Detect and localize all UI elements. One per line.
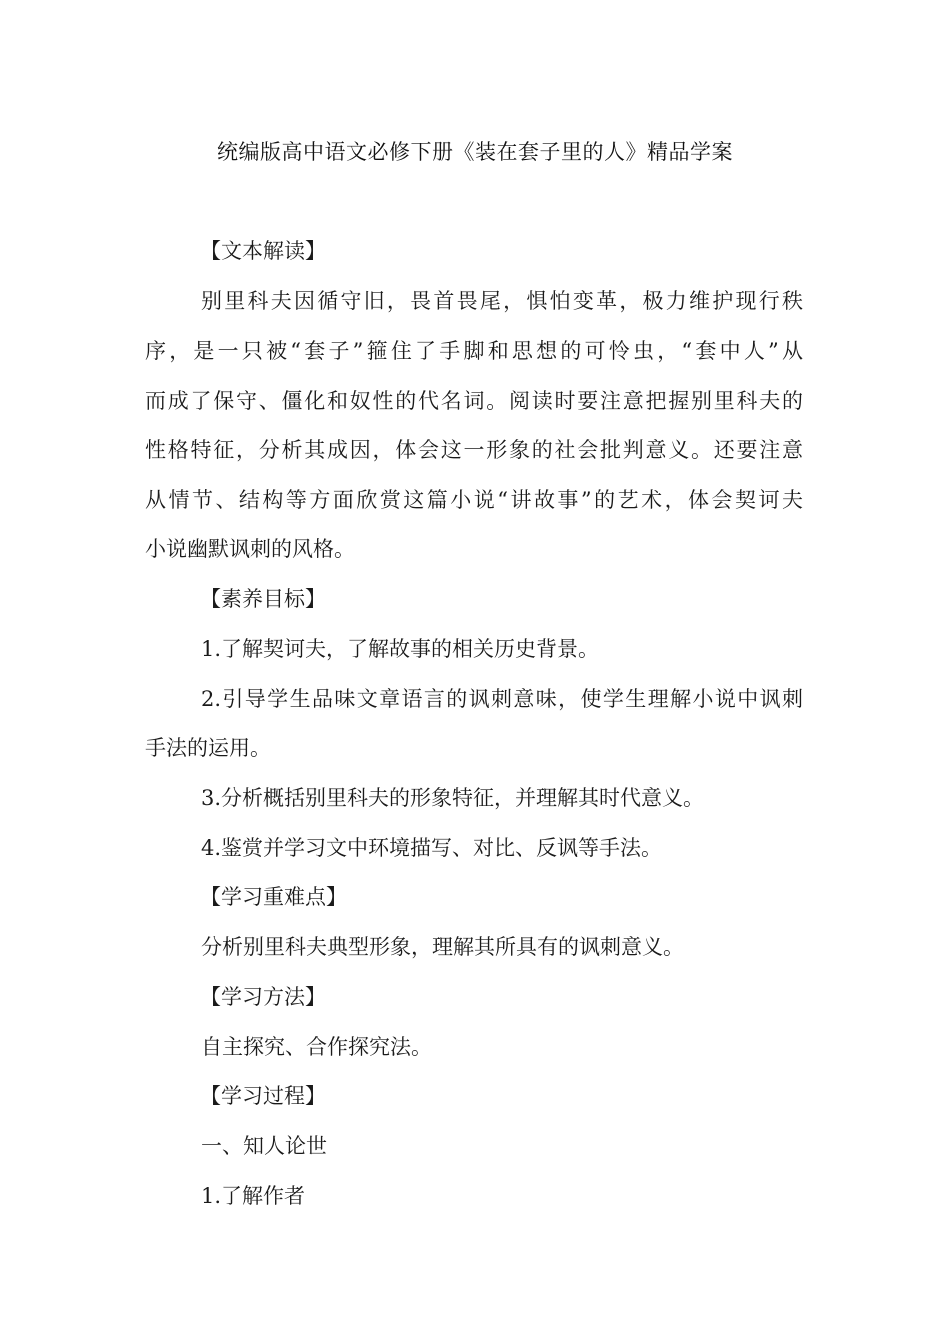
goal-item-4: 4.鉴赏并学习文中环境描写、对比、反讽等手法。	[201, 836, 663, 860]
key-points-text: 分析别里科夫典型形象，理解其所具有的讽刺意义。	[201, 935, 684, 959]
section-heading-goals: 【素养目标】	[200, 587, 326, 611]
process-item-1: 1.了解作者	[201, 1184, 306, 1208]
paragraph-line: 而成了保守、僵化和奴性的代名词。阅读时要注意把握别里科夫的	[145, 389, 803, 413]
paragraph-line: 序，是一只被“套子”箍住了手脚和思想的可怜虫，“套中人”从	[145, 339, 803, 363]
section-heading-process: 【学习过程】	[200, 1084, 326, 1108]
goal-item-2-line-1: 2.引导学生品味文章语言的讽刺意味，使学生理解小说中讽刺	[201, 687, 803, 711]
section-heading-key-points: 【学习重难点】	[200, 885, 347, 909]
goal-item-1: 1.了解契诃夫，了解故事的相关历史背景。	[201, 637, 600, 661]
goal-item-3: 3.分析概括别里科夫的形象特征，并理解其时代意义。	[201, 786, 705, 810]
goal-item-2-line-2: 手法的运用。	[145, 736, 271, 760]
process-part-1: 一、知人论世	[201, 1134, 327, 1158]
paragraph-line: 从情节、结构等方面欣赏这篇小说“讲故事”的艺术，体会契诃夫	[145, 488, 803, 512]
methods-text: 自主探究、合作探究法。	[201, 1035, 432, 1059]
paragraph-line: 小说幽默讽刺的风格。	[145, 537, 355, 561]
section-heading-text-reading: 【文本解读】	[200, 239, 326, 263]
section-heading-methods: 【学习方法】	[200, 985, 326, 1009]
paragraph-line: 别里科夫因循守旧，畏首畏尾，惧怕变革，极力维护现行秩	[201, 289, 803, 313]
paragraph-line: 性格特征，分析其成因，体会这一形象的社会批判意义。还要注意	[145, 438, 803, 462]
document-title: 统编版高中语文必修下册《装在套子里的人》精品学案	[217, 140, 733, 164]
